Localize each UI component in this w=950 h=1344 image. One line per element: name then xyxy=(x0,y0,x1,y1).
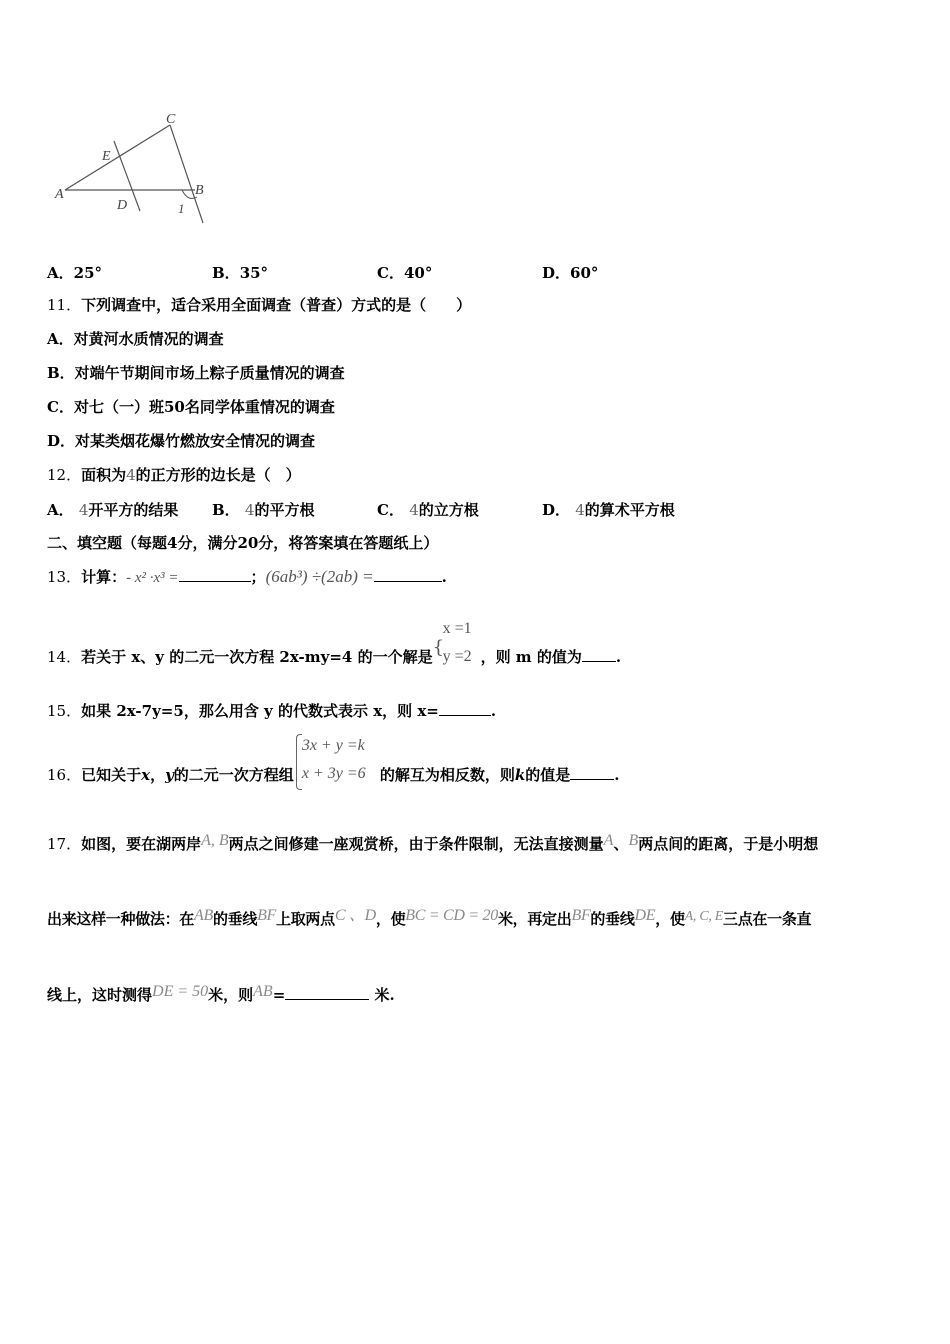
q10-option-d[interactable]: D．60° xyxy=(542,264,599,282)
q12-option-d[interactable]: D． 4的算术平方根 xyxy=(542,501,675,519)
q11-stem: 11．下列调查中，适合采用全面调查（普查）方式的是（ ） xyxy=(47,296,472,314)
q13: 13．计算：- x² ·x³ = ；(6ab³) ÷(2ab) = . xyxy=(47,567,447,586)
section-2-heading: 二、填空题（每题4分，满分20分，将答案填在答题纸上） xyxy=(47,534,439,552)
q13-expr1: - x² ·x³ = xyxy=(126,570,179,586)
q13-blank-2[interactable] xyxy=(374,567,442,582)
label-angle-1: 1 xyxy=(178,201,185,216)
q13-blank-1[interactable] xyxy=(179,567,251,582)
q11-option-c[interactable]: C．对七（一）班50名同学体重情况的调查 xyxy=(47,398,335,416)
q12-stem: 12．面积为4的正方形的边长是（ ） xyxy=(47,466,301,484)
label-e: E xyxy=(102,149,111,164)
q17-line-1: 17．如图，要在湖两岸A, B两点之间修建一座观赏桥，由于条件限制，无法直接测量A、B两点间的距离，于是小明想 xyxy=(47,832,819,853)
q16: 16．已知关于x，y的二元一次方程组 3x + y =k x + 3y =6 的解互为相反数，则k的值是 . xyxy=(47,760,619,785)
label-b: B xyxy=(195,183,204,198)
q11-option-d[interactable]: D．对某类烟花爆竹燃放安全情况的调查 xyxy=(47,432,316,450)
q14-blank[interactable] xyxy=(582,647,616,662)
q13-expr2: (6ab³) ÷(2ab) = xyxy=(265,567,374,586)
label-c: C xyxy=(166,112,176,127)
q11-option-b[interactable]: B．对端午节期间市场上粽子质量情况的调查 xyxy=(47,364,345,382)
q12-option-b[interactable]: B． 4的平方根 xyxy=(212,501,315,519)
q15-blank[interactable] xyxy=(439,701,491,716)
q16-blank[interactable] xyxy=(570,765,614,780)
q14-system: { x =1 y =2 xyxy=(432,620,472,665)
q16-system: 3x + y =k x + 3y =6 xyxy=(294,760,380,780)
q14: 14．若关于 x、y 的二元一次方程 2x-my=4 的一个解是 { x =1 y =2 ，则 m 的值为 . xyxy=(47,620,622,666)
label-d: D xyxy=(117,198,128,213)
q10-option-a[interactable]: A．25° xyxy=(47,264,103,282)
q12-option-a[interactable]: A． 4开平方的结果 xyxy=(47,501,179,519)
q11-option-a[interactable]: A．对黄河水质情况的调查 xyxy=(47,330,224,348)
segment-ac xyxy=(65,125,170,190)
q15: 15．如果 2x-7y=5，那么用含 y 的代数式表示 x，则 x= . xyxy=(47,702,497,720)
q12-options xyxy=(47,499,747,519)
q17-line-2: 出来这样一种做法：在AB的垂线BF上取两点C 、D，使BC = CD = 20米，再定出BF的垂线DE，使A, C, E三点在一条直 xyxy=(47,907,812,928)
q17-blank[interactable] xyxy=(285,985,369,1000)
q10-option-b[interactable]: B．35° xyxy=(212,264,269,282)
q12-option-c[interactable]: C． 4的立方根 xyxy=(377,501,479,519)
q17-line-3: 线上，这时测得DE = 50米，则AB= 米. xyxy=(47,983,395,1004)
segment-cb-extended xyxy=(170,125,203,223)
q10-options xyxy=(47,262,747,282)
label-a: A xyxy=(55,187,64,202)
geometry-figure xyxy=(50,105,220,235)
q10-option-c[interactable]: C．40° xyxy=(377,264,433,282)
